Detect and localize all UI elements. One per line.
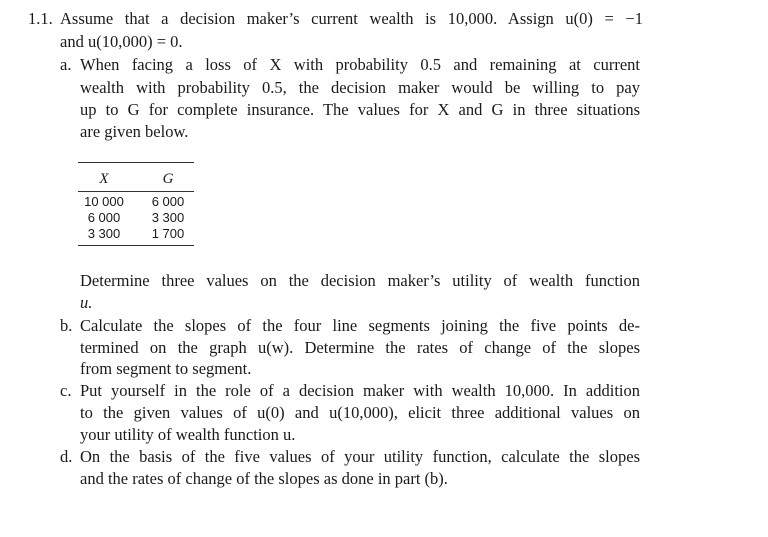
part-d-label: d. <box>60 447 73 466</box>
table-cell-x-1: 10 000 <box>84 194 124 209</box>
part-c-line-3: your utility of wealth function u. <box>80 425 296 444</box>
table-cell-g-2: 3 300 <box>151 210 185 225</box>
table-header-x: X <box>99 171 109 187</box>
table-cell-x-3: 3 300 <box>87 226 121 241</box>
part-c-label: c. <box>60 381 72 400</box>
table-cell-x-2: 6 000 <box>87 210 121 225</box>
part-a-after-line-2: u. <box>80 293 93 312</box>
part-b-label: b. <box>60 316 73 335</box>
intro-line-2: and u(10,000) = 0. <box>60 32 183 51</box>
table-bottom-rule <box>78 245 194 246</box>
table-header-g: G <box>162 171 174 187</box>
table-top-rule <box>78 162 194 163</box>
part-a-line-1: When facing a loss of X with probability 0.5 and remaining at current <box>80 55 640 74</box>
part-a-line-3: up to G for complete insurance. The values for X and G in three situations <box>80 100 640 119</box>
part-a-line-4: are given below. <box>80 122 189 141</box>
part-c-line-1: Put yourself in the role of a decision maker with wealth 10,000. In addition <box>80 381 640 400</box>
problem-number: 1.1. <box>28 9 53 28</box>
part-a-line-2: wealth with probability 0.5, the decision maker would be willing to pay <box>80 78 640 97</box>
part-a-after-line-1: Determine three values on the decision maker’s utility of wealth function <box>80 271 640 290</box>
part-a-label: a. <box>60 55 72 74</box>
table-cell-g-1: 6 000 <box>151 194 185 209</box>
part-d-line-2: and the rates of change of the slopes as done in part (b). <box>80 469 448 488</box>
part-b-line-3: from segment to segment. <box>80 359 252 378</box>
table-header-rule <box>78 191 194 192</box>
table-cell-g-3: 1 700 <box>151 226 185 241</box>
part-b-line-1: Calculate the slopes of the four line segments joining the five points de- <box>80 316 640 335</box>
part-d-line-1: On the basis of the five values of your utility function, calculate the slopes <box>80 447 640 466</box>
part-c-line-2: to the given values of u(0) and u(10,000), elicit three additional values on <box>80 403 640 422</box>
intro-line-1: Assume that a decision maker’s current wealth is 10,000. Assign u(0) = −1 <box>60 9 643 28</box>
part-b-line-2: termined on the graph u(w). Determine the rates of change of the slopes <box>80 338 640 357</box>
